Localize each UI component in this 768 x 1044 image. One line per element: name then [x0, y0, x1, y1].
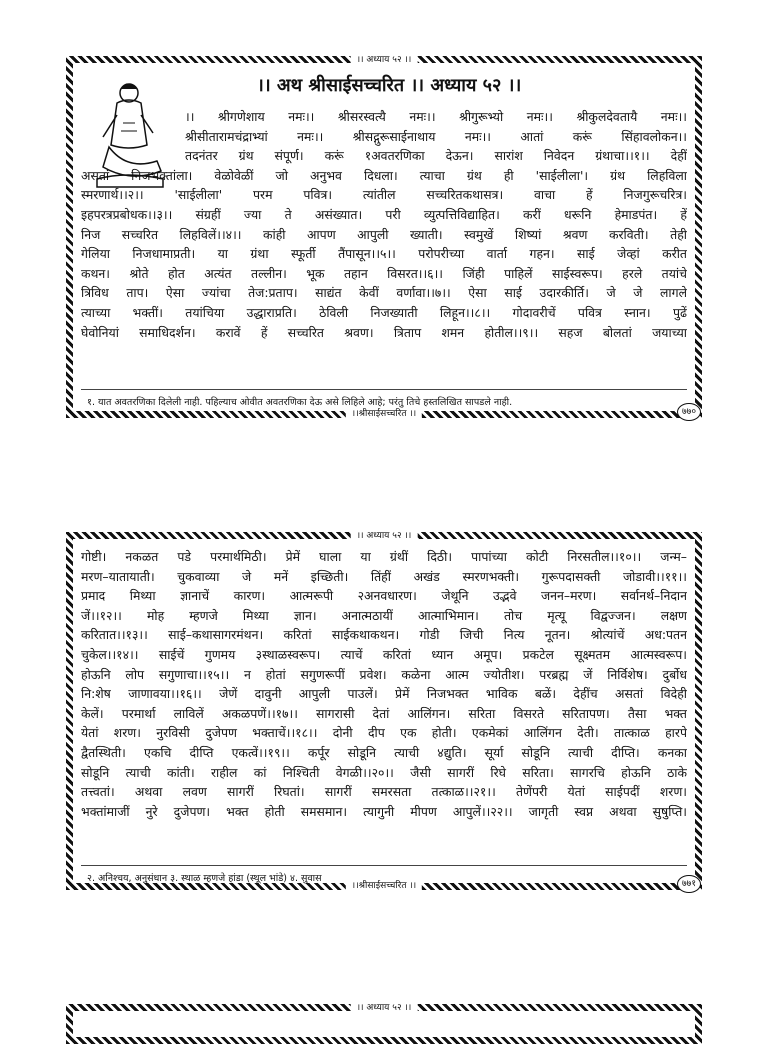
verse-line: असतां निजभक्तांला। वेळोवेळीं जो अनुभव दिधला। त्याचा ग्रंथ ही 'साईलीला'। ग्रंथ लिहविला — [81, 167, 687, 183]
verse-lines — [81, 547, 687, 821]
page-footer: ।।श्रीसाईसच्चरित ।। — [346, 881, 422, 891]
verse-line: तत्त्वतां। अथवा लवण सागरीं रिघतां। सागरीं समरसता तत्काळ।।२१।। तेणेंपरी येतां साईपदीं शरण। — [81, 784, 687, 800]
verse-line: श्रीसीतारामचंद्राभ्यां नमः।। श्रीसद्गुरूसाईनाथाय नमः।। आतां करूं सिंहावलोकन।। — [185, 128, 687, 144]
verse-line: नि:शेष जाणावया।।१६।। जेणें दावुनी आपुली पाउलें। प्रेमें निजभक्त भाविक बळें। देहींच असतां विदेही — [81, 686, 687, 702]
verse-line: निज सच्चरित लिहविलें।।४।। कांही आपण आपुली ख्याती। स्वमुखें शिष्यां श्रवण करविती। तेही — [81, 226, 687, 242]
page-number: ७७० — [677, 403, 701, 421]
verse-line: येतां शरण। नुरविसी दुजेपण भक्ताचें।।१८।। दोनी दीप एक होती। एकमेकां आलिंगन देती। तात्काळ हारपे — [81, 725, 687, 741]
verse-line: स्मरणार्थ।।२।। 'साईलीला' परम पवित्र। त्यांतील सच्चरितकथासत्र। वाचा हें निजगुरूचरित्र। — [81, 187, 687, 203]
page-footer: ।।श्रीसाईसच्चरित ।। — [346, 409, 422, 419]
verse-line: गोष्टी। नकळत पडे परमार्थमिठी। प्रेमें घाला या ग्रंथीं दिठी। पापांच्या कोटी निरसतील।।१०।। जन्म– — [81, 549, 687, 564]
verse-line: घेवोनियां समाधिदर्शन। करावें हें सच्चरित श्रवण। त्रिताप शमन होतील।।९।। सहज बोलतां जयाच्या — [81, 324, 687, 340]
footnote-divider — [81, 865, 687, 866]
page-header: ।। अध्याय ५२ ।। — [351, 1003, 418, 1013]
verse-lines — [81, 107, 687, 342]
verse-line: गेलिया निजधामाप्रती। या ग्रंथा स्फूर्ती तैंपासून।।५।। परोपरीच्या वार्ता गहन। साई जेव्हां करीत — [81, 246, 687, 262]
page-header: ।। अध्याय ५२ ।। — [351, 55, 418, 65]
verse-line: त्याच्या भक्तीं। तयांचिया उद्धाराप्रति। ठेविली निजख्याती लिहून।।८।। गोदावरीचें पवित्र स्नान। पुढें — [81, 304, 687, 320]
verse-line: करितात।।१३।। साई–कथासागरमंथन। करितां साईकथाकथन। गोडी जिची नित्य नूतन। श्रोत्यांचें अध:पतन — [81, 627, 687, 643]
verse-line: चुकेल।।१४।। साईचें गुणमय ३स्थाळस्वरूप। त्याचें करितां ध्यान अमूप। प्रकटेल सूक्ष्मतम आत्मस्वरूप। — [81, 646, 687, 662]
verse-line: सोडूनि त्याची कांती। राहील कां निश्चिती वेगळी।।२०।। जैसी सागरीं रिघे सरिता। सागरचि होऊनि ठाके — [81, 764, 687, 780]
footnote: १. यात अवतरणिका दिलेली नाही. पहिल्याच ओवीत अवतरणिका देऊ असे लिहिले आहे; परंतु तिचे हस्तलिखित सापडले नाही. — [87, 397, 513, 408]
page-body — [77, 543, 691, 884]
verse-line: कथन। श्रोते होत अत्यंत तल्लीन। भूक तहान विसरत।।६।। जिंही पाहिलें साईस्वरूप। हरले तयांचे — [81, 265, 687, 281]
verse-line: त्रिविध ताप। ऐसा ज्यांचा तेज:प्रताप। साद्यंत केवीं वर्णावा।।७।। ऐसा साई उदारकीर्ति। जे जे लागले — [81, 285, 687, 301]
page-body — [77, 67, 691, 407]
page-header: ।। अध्याय ५२ ।। — [351, 531, 418, 541]
page-number: ७७१ — [677, 875, 701, 893]
chapter-title: ।। अथ श्रीसाईसच्चरित ।। अध्याय ५२ ।। — [257, 75, 522, 96]
verse-line: केलें। परमार्था लाविलें अकळपणें।।१७।। सागरासी देतां आलिंगन। सरिता विसरते सरितापण। तैसा भक्त — [81, 705, 687, 721]
verse-line: भक्तांमाजीं नुरे दुजेपण। भक्त होती समसमान। त्यागुनी मीपण आपुलें।।२२।। जागृती स्वप्न अथवा सुषुप्ति। — [81, 803, 687, 819]
verse-line: जें।।१२।। मोह म्हणजे मिथ्या ज्ञान। अनात्मठायीं आत्माभिमान। तोच मृत्यू विद्वज्जन। लक्षण — [81, 607, 687, 623]
footnote: २. अनिश्चय, अनुसंधान ३. स्थाळ म्हणजे हांडा (स्थूल भांडे) ४. सुवास — [87, 873, 322, 884]
verse-line: ।। श्रीगणेशाय नमः।। श्रीसरस्वत्यै नमः।। श्रीगुरूभ्यो नमः।। श्रीकुलदेवतायै नमः।। — [185, 109, 687, 124]
page-770 — [66, 56, 702, 418]
verse-line: होऊनि लोप सगुणाचा।।१५।। न होतां सगुणरूपीं प्रवेश। कळेना आत्म ज्योतीश। परब्रह्म जें निर्विशेष। दुर्बोध — [81, 666, 687, 682]
page-772-partial — [66, 1004, 702, 1044]
verse-line: तदनंतर ग्रंथ संपूर्ण। करूं १अवतरणिका देऊन। सारांश निवेदन ग्रंथाचा।।१।। देहीं — [185, 148, 687, 164]
page-771 — [66, 532, 702, 890]
verse-line: इहपरत्रप्रबोधक।।३।। संग्रहीं ज्या ते असंख्यात। परी व्युत्पत्तिविद्याहित। करीं धरूनि हेमाडपंत। हें — [81, 206, 687, 222]
verse-line: प्रमाद मिथ्या ज्ञानाचें कारण। आत्मरूपी २अनवधारण। जेथूनि उद्भवे जनन–मरण। सर्वानर्थ–निदान — [81, 588, 687, 604]
footnote-divider — [81, 389, 687, 390]
verse-line: मरण–यातायाती। चुकवाव्या जे मनें इच्छिती। तिंहीं अखंड स्मरणभक्ती। गुरूपदासक्ती जोडावी।।११।। — [81, 568, 687, 584]
verse-line: द्वैतस्थिती। एकचि दीप्ति एकत्वें।।१९।। कर्पूर सोडूनि त्याची ४द्युति। सूर्या सोडूनि त्याची दीप्ति। कनका — [81, 744, 687, 760]
